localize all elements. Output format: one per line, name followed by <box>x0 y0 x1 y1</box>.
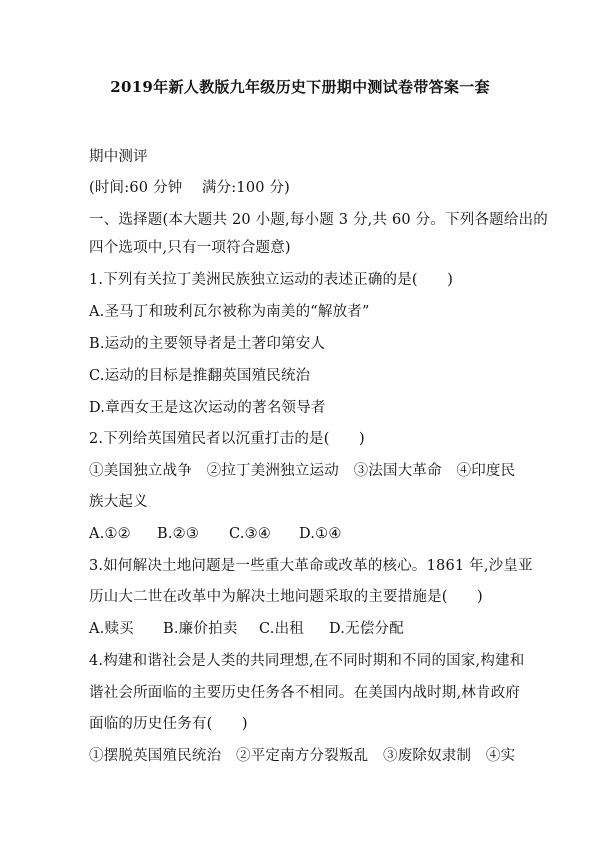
question-2-stem-line-2: ①美国独立战争 ②拉丁美洲独立运动 ③法国大革命 ④印度民 <box>89 463 516 479</box>
question-2-stem-line-3: 族大起义 <box>89 494 148 510</box>
question-1-option-b: B.运动的主要领导者是土著印第安人 <box>89 336 326 352</box>
question-3-option-b: B.廉价拍卖 <box>163 621 238 637</box>
question-3-stem-line-2: 历山大二世在改革中为解决土地问题采取的主要措施是( ) <box>89 589 483 605</box>
time-info: (时间:60 分钟 满分:100 分) <box>89 180 291 196</box>
question-4-stem-line-2: 谐社会所面临的主要历史任务各不相同。在美国内战时期,林肯政府 <box>89 685 521 701</box>
document-title: 2019年新人教版九年级历史下册期中测试卷带答案一套 <box>110 78 490 96</box>
question-1-option-d: D.章西女王是这次运动的著名领导者 <box>89 400 326 416</box>
question-2-option-b: B.②③ <box>157 526 200 542</box>
question-4-stem: 4.构建和谐社会是人类的共同理想,在不同时期和不同的国家,构建和 <box>89 653 525 669</box>
part-heading-line-1: 一、选择题(本大题共 20 小题,每小题 3 分,共 60 分。下列各题给出的 <box>89 212 548 228</box>
part-heading-line-2: 四个选项中,只有一项符合题意) <box>89 240 291 256</box>
question-2-option-a: A.①② <box>89 526 131 542</box>
question-2-stem: 2.下列给英国殖民者以沉重打击的是( ) <box>89 431 365 447</box>
question-1-option-a: A.圣马丁和玻利瓦尔被称为南美的“解放者” <box>89 304 370 320</box>
question-3-option-d: D.无偿分配 <box>329 621 404 637</box>
question-2-option-d: D.①④ <box>299 526 342 542</box>
question-2-option-c: C.③④ <box>229 526 271 542</box>
section-heading: 期中测评 <box>89 149 148 165</box>
question-2-options <box>89 524 342 544</box>
question-3-options <box>89 619 404 639</box>
question-3-stem: 3.如何解决土地问题是一些重大革命或改革的核心。1861 年,沙皇亚 <box>89 558 533 574</box>
question-3-option-a: A.赎买 <box>89 621 134 637</box>
question-1-stem: 1.下列有关拉丁美洲民族独立运动的表述正确的是( ) <box>89 272 454 288</box>
question-4-stem-line-3: 面临的历史任务有( ) <box>89 716 248 732</box>
question-3-option-c: C.出租 <box>259 621 304 637</box>
question-1-option-c: C.运动的目标是推翻英国殖民统治 <box>89 368 311 384</box>
question-4-stem-line-4: ①摆脱英国殖民统治 ②平定南方分裂叛乱 ③废除奴隶制 ④实 <box>89 748 516 764</box>
